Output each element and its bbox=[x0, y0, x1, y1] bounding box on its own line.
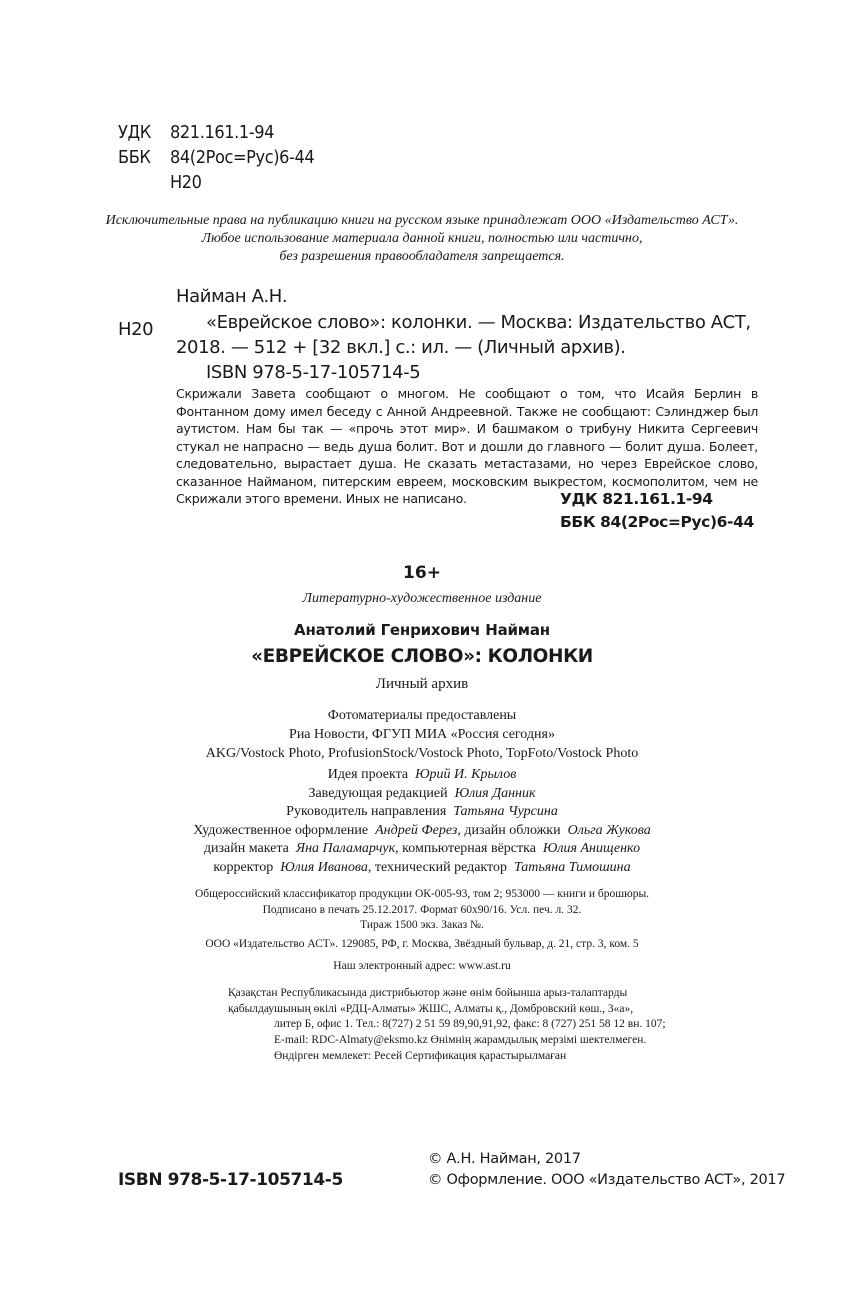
author-full-name: Анатолий Генрихович Найман bbox=[294, 621, 550, 639]
age-rating: 16+ bbox=[403, 563, 441, 583]
credit-name: Юлия Анищенко bbox=[542, 841, 641, 857]
rights-line: Любое использование материала данной книги, полностью или частично, bbox=[201, 231, 643, 246]
bbk-right: ББК 84(2Рос=Рус)6-44 bbox=[560, 513, 754, 531]
technical-line: Тираж 1500 экз. Заказ №. bbox=[360, 919, 484, 931]
credit-label: Руководитель направления bbox=[286, 804, 447, 820]
copyright-design: © Оформление. ООО «Издательство АСТ», 2017 bbox=[428, 1172, 786, 1188]
technical-info bbox=[0, 887, 844, 934]
credit-name: Юлия Иванова bbox=[280, 859, 368, 875]
kz-line: Өндірген мемлекет: Ресей Сертификация қарастырылмаған bbox=[274, 1049, 567, 1062]
credit-label: дизайн макета bbox=[203, 841, 289, 857]
credit-name: Татьяна Чурсина bbox=[453, 804, 558, 820]
credit-name: Яна Паламарчук bbox=[295, 841, 396, 857]
kz-line: Қазақстан Республикасында дистрибьютор және өнім бойынша арыз-талаптарды bbox=[228, 987, 628, 999]
staff-credits bbox=[0, 766, 844, 878]
credit-name: Юрий И. Крылов bbox=[415, 767, 517, 782]
credit-director bbox=[0, 803, 844, 822]
details-line: 2018. — 512 + [32 вкл.] с.: ил. — (Личный архив). bbox=[176, 337, 626, 358]
udk-row bbox=[118, 122, 274, 143]
photo-credit-line: Фотоматериалы предоставлены bbox=[327, 708, 517, 723]
credit-label: , технический редактор bbox=[367, 859, 507, 875]
annotation-text: Скрижали Завета сообщают о многом. Не сообщают о том, что Исайя Берлин в Фонтанном дому имел беседу с Анной Андреевной. Также не сообщают: Сэлинджер был аутистом. Нам бы так — «прочь этот мир». И башмаком о трибуну Никита Сергеевич стукал не напрасно — ведь душа болит. Вот и дошли до главного — болит душа. Болеет, следовательно, вырастает душа. Не сказать метастазами, но через Еврейское слово, сказанное Найманом, питерским евреем, московским выкрестом, космополитом, чем не Скрижали этого времени. Иных не написано. bbox=[176, 386, 758, 506]
rights-line: Исключительные права на публикацию книги на русском языке принадлежат ООО «Издательство АСТ». bbox=[105, 213, 739, 228]
book-title: «ЕВРЕЙСКОЕ СЛОВО»: КОЛОНКИ bbox=[251, 646, 593, 667]
bbk-value: 84(2Рос=Рус)6-44 bbox=[170, 147, 315, 168]
credit-layout bbox=[0, 840, 844, 859]
credit-label: корректор bbox=[213, 859, 274, 875]
copyright-author: © А.Н. Найман, 2017 bbox=[428, 1151, 581, 1167]
credit-label: , дизайн обложки bbox=[457, 822, 561, 838]
udk-label: УДК bbox=[118, 122, 151, 143]
kz-line: қабылдаушының өкілі «РДЦ-Алматы» ЖШС, Алматы қ., Домбровский көш., 3«а», bbox=[228, 1002, 634, 1015]
credit-name: Татьяна Тимошина bbox=[513, 859, 631, 875]
genre-label: Литературно-художественное издание bbox=[302, 591, 542, 606]
technical-line: Подписано в печать 25.12.2017. Формат 60х90/16. Усл. печ. л. 32. bbox=[262, 903, 582, 916]
technical-line: Общероссийский классификатор продукции ОК-005-93, том 2; 953000 — книги и брошюры. bbox=[194, 888, 650, 900]
isbn-bottom: ISBN 978-5-17-105714-5 bbox=[118, 1170, 343, 1190]
title-line: «Еврейское слово»: колонки. — Москва: Издательство АСТ, bbox=[206, 312, 751, 333]
kz-line: литер Б, офис 1. Тел.: 8(727) 2 51 59 89,90,91,92, факс: 8 (727) 251 58 12 вн. 107; bbox=[274, 1018, 666, 1031]
author-sign: Н20 bbox=[118, 319, 154, 340]
credit-corrector bbox=[0, 859, 844, 878]
udk-right: УДК 821.161.1-94 bbox=[560, 490, 713, 508]
rights-line: без разрешения правообладателя запрещается. bbox=[279, 249, 565, 264]
credit-name: Юлия Данник bbox=[454, 785, 536, 801]
kazakhstan-distributor bbox=[228, 986, 668, 1065]
credit-idea bbox=[0, 766, 844, 785]
isbn-line: ISBN 978-5-17-105714-5 bbox=[206, 362, 421, 383]
credit-name: Ольга Жукова bbox=[567, 822, 651, 838]
publisher-email: Наш электронный адрес: www.ast.ru bbox=[333, 960, 511, 972]
credit-editor-head bbox=[0, 785, 844, 804]
bbk-label: ББК bbox=[118, 147, 151, 168]
credit-label: , компьютерная вёрстка bbox=[395, 841, 536, 857]
credit-label: Идея проекта bbox=[327, 767, 409, 782]
author-sign-top: Н20 bbox=[170, 172, 202, 193]
credit-art bbox=[0, 822, 844, 841]
credit-label: Художественное оформление bbox=[193, 822, 369, 838]
rights-notice bbox=[0, 212, 844, 266]
photo-credit-line: Риа Новости, ФГУП МИА «Россия сегодня» bbox=[289, 727, 555, 742]
author-line: Найман А.Н. bbox=[176, 286, 288, 307]
bbk-row bbox=[118, 147, 314, 168]
publisher-address: ООО «Издательство АСТ». 129085, РФ, г. Москва, Звёздный бульвар, д. 21, стр. 3, ком. 5 bbox=[205, 938, 639, 950]
series-name: Личный архив bbox=[375, 676, 469, 692]
credit-label: Заведующая редакцией bbox=[308, 785, 448, 801]
credit-name: Андрей Ферез bbox=[375, 822, 458, 838]
photo-credits bbox=[0, 706, 844, 763]
udk-value: 821.161.1-94 bbox=[170, 122, 275, 143]
kz-line: E-mail: RDC-Almaty@eksmo.kz Өнімнің жарамдылық мерзімі шектелмеген. bbox=[274, 1034, 647, 1047]
photo-credit-line: AKG/Vostock Photo, ProfusionStock/Vostock Photo, TopFoto/Vostock Photo bbox=[205, 746, 639, 761]
